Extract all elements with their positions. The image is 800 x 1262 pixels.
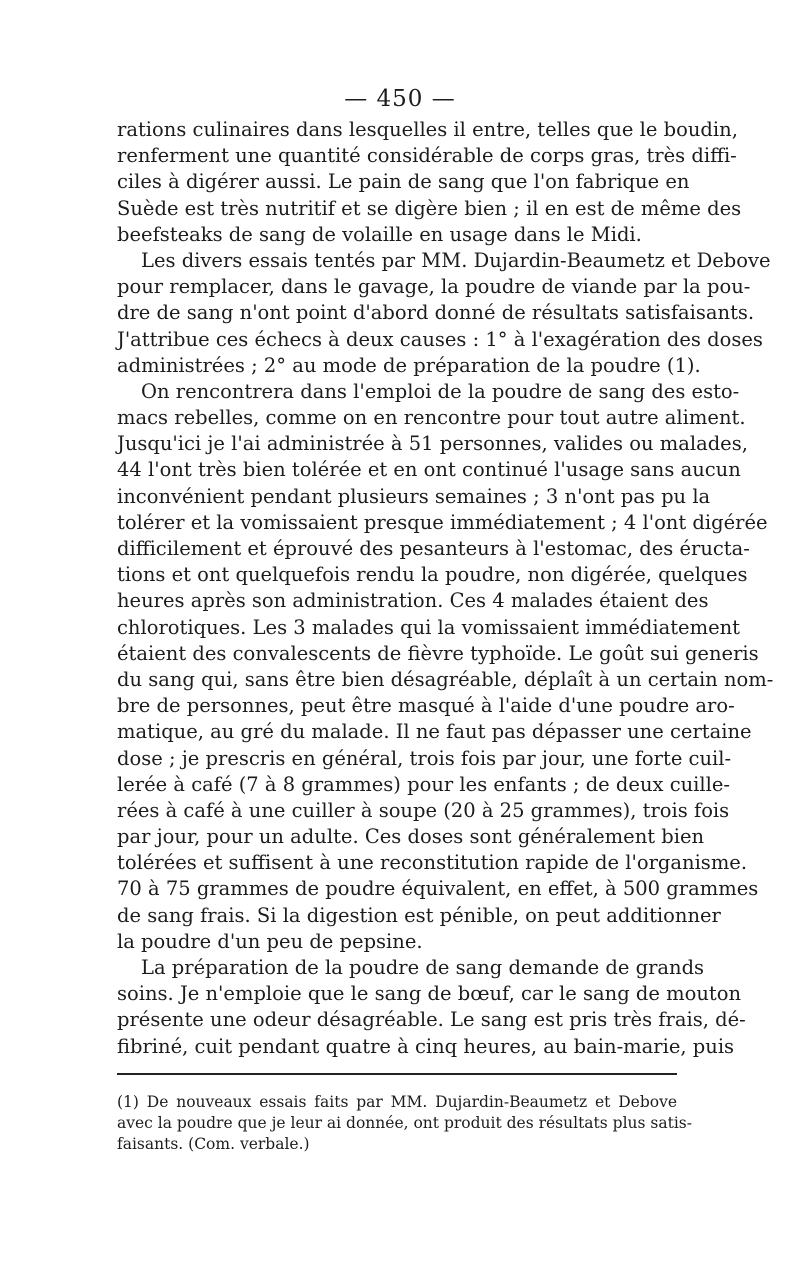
text-line: soins. Je n'emploie que le sang de bœuf, car le sang de mouton — [117, 982, 742, 1006]
text-line: la poudre d'un peu de pepsine. — [117, 929, 423, 953]
text-line: rations culinaires dans lesquelles il entre, telles que le boudin, — [117, 118, 738, 141]
text-line: chlorotiques. Les 3 malades qui la vomissaient immédiatement — [117, 615, 741, 639]
paragraph — [117, 379, 774, 955]
body-text — [117, 117, 774, 1060]
text-line: On rencontrera dans l'emploi de la poudre de sang des esto- — [141, 379, 740, 403]
text-line: dose ; je prescris en général, trois fois par jour, une forte cuil- — [117, 746, 732, 770]
text-line: J'attribue ces échecs à deux causes : 1° à l'exagération des doses — [117, 327, 763, 351]
text-line: difficilement et éprouvé des pesanteurs à l'estomac, des éructa- — [117, 537, 750, 560]
text-line: tions et ont quelquefois rendu la poudre, non digérée, quelques — [117, 563, 748, 587]
text-line: bre de personnes, peut être masqué à l'aide d'une poudre aro- — [117, 694, 735, 718]
text-line: Jusqu'ici je l'ai administrée à 51 personnes, valides ou malades, — [117, 432, 748, 456]
text-line: tolérées et suffisent à une reconstitution rapide de l'organisme. — [117, 851, 748, 875]
text-line: beefsteaks de sang de volaille en usage dans le Midi. — [117, 222, 642, 246]
text-line: de sang frais. Si la digestion est pénible, on peut additionner — [117, 903, 721, 927]
text-line: macs rebelles, comme on en rencontre pour tout autre aliment. — [117, 406, 746, 430]
text-line: lerée à café (7 à 8 grammes) pour les enfants ; de deux cuille- — [117, 772, 731, 796]
footnote — [117, 1092, 692, 1155]
text-line: 44 l'ont très bien tolérée et en ont continué l'usage sans aucun — [117, 458, 741, 482]
footnote-line: faisants. (Com. verbale.) — [117, 1135, 310, 1153]
text-line: rées à café à une cuiller à soupe (20 à 25 grammes), trois fois — [117, 798, 730, 822]
text-line: heures après son administration. Ces 4 malades étaient des — [117, 589, 709, 613]
text-line: du sang qui, sans être bien désagréable, déplaît à un certain nom- — [117, 667, 774, 691]
page-number: — 450 — — [344, 86, 456, 112]
text-line: ciles à digérer aussi. Le pain de sang que l'on fabrique en — [117, 170, 690, 194]
text-line: Les divers essais tentés par MM. Dujardin-Beaumetz et Debove — [141, 248, 771, 272]
text-line: 70 à 75 grammes de poudre équivalent, en effet, à 500 grammes — [117, 877, 759, 901]
text-line: tolérer et la vomissaient presque immédiatement ; 4 l'ont digérée — [117, 510, 768, 534]
footnote-line: avec la poudre que je leur ai donnée, ont produit des résultats plus satis- — [117, 1114, 692, 1132]
text-line: étaient des convalescents de fièvre typhoïde. Le goût sui generis — [117, 641, 759, 665]
text-line: dre de sang n'ont point d'abord donné de résultats satisfaisants. — [117, 301, 755, 325]
footnote-rule — [117, 1073, 677, 1075]
text-line: renferment une quantité considérable de corps gras, très diffi- — [117, 144, 737, 168]
text-line: Suède est très nutritif et se digère bien ; il en est de même des — [117, 196, 742, 220]
text-line: matique, au gré du malade. Il ne faut pas dépasser une certaine — [117, 720, 752, 744]
text-line: La préparation de la poudre de sang demande de grands — [141, 956, 705, 979]
paragraph — [117, 117, 742, 248]
text-line: inconvénient pendant plusieurs semaines ; 3 n'ont pas pu la — [117, 484, 711, 508]
paragraph — [117, 955, 746, 1060]
footnote-line: (1) De nouveaux essais faits par MM. Dujardin-Beaumetz et Debove — [117, 1093, 677, 1111]
text-line: pour remplacer, dans le gavage, la poudre de viande par la pou- — [117, 275, 751, 299]
paragraph — [117, 248, 771, 379]
text-line: présente une odeur désagréable. Le sang est pris très frais, dé- — [117, 1008, 746, 1032]
text-line: par jour, pour un adulte. Ces doses sont généralement bien — [117, 825, 705, 849]
text-line: fibriné, cuit pendant quatre à cinq heures, au bain-marie, puis — [117, 1034, 735, 1058]
text-line: administrées ; 2° au mode de préparation de la poudre (1). — [117, 353, 701, 377]
